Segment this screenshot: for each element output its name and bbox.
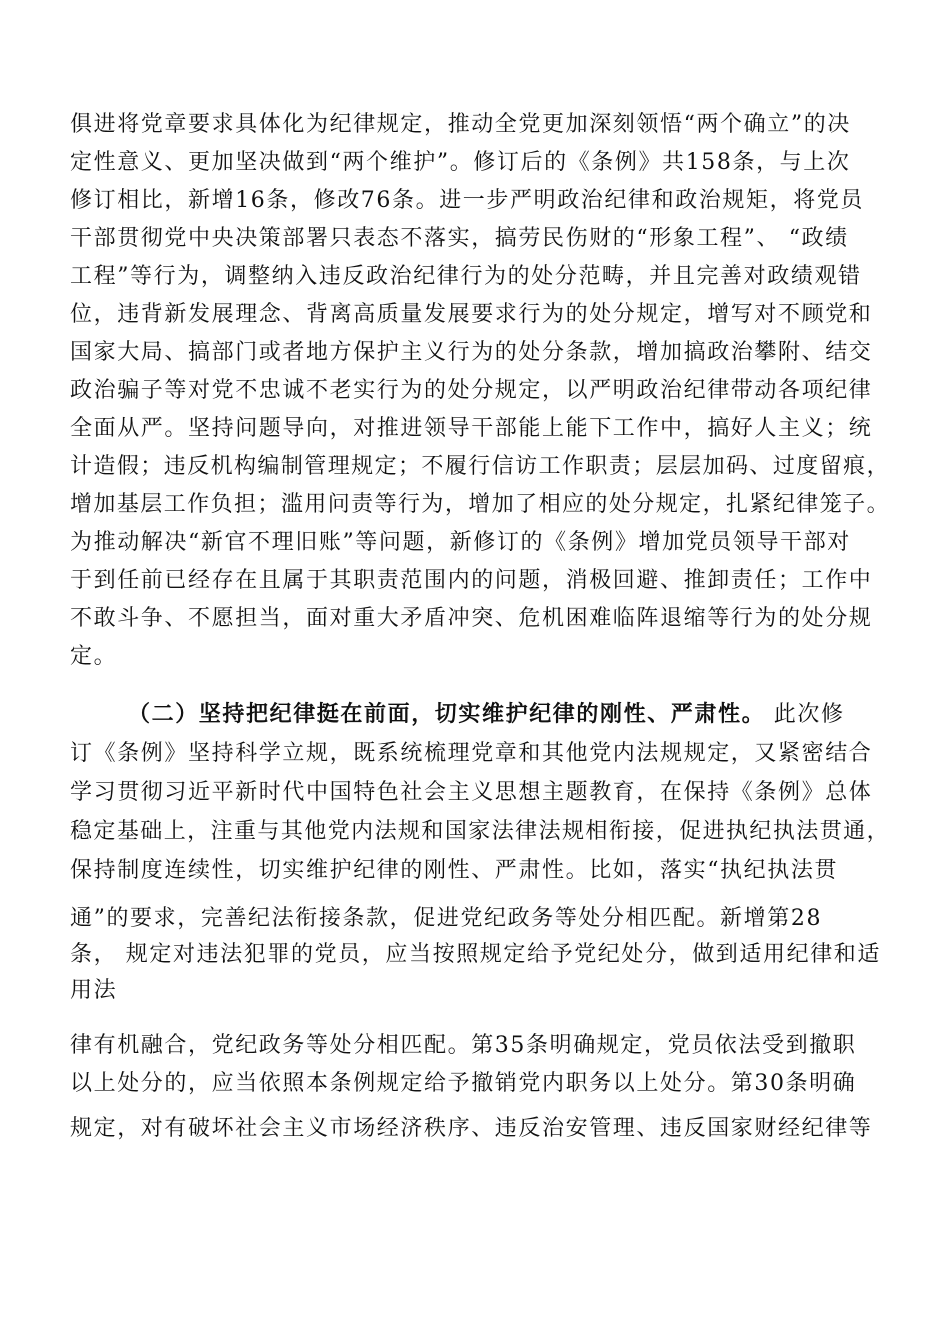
paragraph1-line: 定性意义、更加坚决做到“两个维护”。修订后的《条例》共158条，与上次 — [70, 150, 851, 175]
paragraph2-line: 用法 — [70, 978, 118, 1003]
paragraph1-line: 干部贯彻党中央决策部署只表态不落实，搞劳民伤财的“形象工程”、 “政绩 — [70, 226, 849, 251]
paragraph2-line: 通”的要求，完善纪法衔接条款，促进党纪政务等处分相匹配。新增第28 — [70, 906, 823, 931]
paragraph1-line: 计造假；违反机构编制管理规定；不履行信访工作职责；层层加码、过度留痕， — [70, 454, 891, 479]
paragraph2-first-line-rest: 此次修 — [765, 702, 845, 727]
paragraph2-first-line — [128, 700, 845, 730]
paragraph1-line: 俱进将党章要求具体化为纪律规定，推动全党更加深刻领悟“两个确立”的决 — [70, 112, 851, 137]
paragraph2-line: 律有机融合，党纪政务等处分相匹配。第35条明确规定，党员依法受到撤职 — [70, 1033, 857, 1058]
section-heading: （二）坚持把纪律挺在前面，切实维护纪律的刚性、严肃性。 — [128, 702, 766, 727]
paragraph2-line: 订《条例》坚持科学立规，既系统梳理党章和其他党内法规规定，又紧密结合 — [70, 741, 873, 766]
paragraph1-line: 定。 — [70, 644, 118, 669]
paragraph1-line: 为推动解决“新官不理旧账”等问题，新修订的《条例》增加党员领导干部对 — [70, 530, 851, 555]
paragraph1-line: 政治骗子等对党不忠诚不老实行为的处分规定，以严明政治纪律带动各项纪律 — [70, 378, 873, 403]
paragraph2-line: 条， 规定对违法犯罪的党员，应当按照规定给予党纪处分，做到适用纪律和适 — [70, 942, 881, 967]
paragraph2-line: 稳定基础上，注重与其他党内法规和国家法律法规相衔接，促进执纪执法贯通， — [70, 819, 891, 844]
paragraph1-line: 工程”等行为，调整纳入违反政治纪律行为的处分范畴，并且完善对政绩观错 — [70, 264, 862, 289]
paragraph1-line: 不敢斗争、不愿担当，面对重大矛盾冲突、危机困难临阵退缩等行为的处分规 — [70, 606, 873, 631]
paragraph1-line: 修订相比，新增16条，修改76条。进一步严明政治纪律和政治规矩，将党员 — [70, 188, 864, 213]
paragraph2-line: 保持制度连续性，切实维护纪律的刚性、严肃性。比如，落实“执纪执法贯 — [70, 858, 839, 883]
paragraph1-line: 全面从严。坚持问题导向，对推进领导干部能上能下工作中，搞好人主义；统 — [70, 416, 873, 441]
paragraph1-line: 于到任前已经存在且属于其职责范围内的问题，消极回避、推卸责任；工作中 — [70, 568, 873, 593]
paragraph1-line: 位，违背新发展理念、背离高质量发展要求行为的处分规定，增写对不顾党和 — [70, 302, 873, 327]
paragraph1-line: 国家大局、搞部门或者地方保护主义行为的处分条款，增加搞政治攀附、结交 — [70, 340, 873, 365]
paragraph2-line: 以上处分的，应当依照本条例规定给予撤销党内职务以上处分。第30条明确 — [70, 1071, 857, 1096]
paragraph2-line: 规定，对有破坏社会主义市场经济秩序、违反治安管理、违反国家财经纪律等 — [70, 1116, 873, 1141]
paragraph1-line: 增加基层工作负担；滥用问责等行为，增加了相应的处分规定，扎紧纪律笼子。 — [70, 492, 891, 517]
paragraph2-line: 学习贯彻习近平新时代中国特色社会主义思想主题教育，在保持《条例》总体 — [70, 780, 873, 805]
